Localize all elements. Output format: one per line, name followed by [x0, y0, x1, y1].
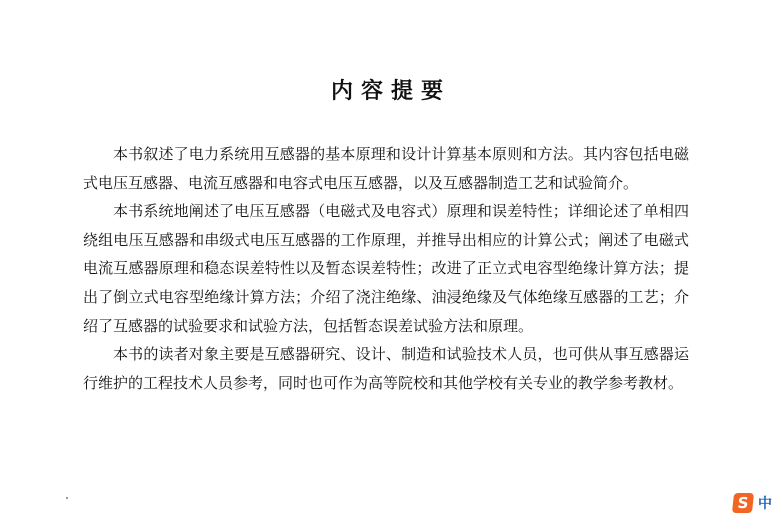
paragraph-overview: 本书叙述了电力系统用互感器的基本原理和设计计算基本原则和方法。其内容包括电磁式电压互感器、电流互感器和电容式电压互感器，以及互感器制造工艺和试验简介。: [83, 145, 689, 192]
page-title: 内容提要: [330, 79, 451, 104]
sogou-logo-icon[interactable]: S: [732, 493, 754, 513]
ime-indicator[interactable]: [733, 492, 782, 514]
paragraph-audience: 本书的读者对象主要是互感器研究、设计、制造和试验技术人员，也可供从事互感器运行维护的工程技术人员参考，同时也可作为高等院校和其他学校有关专业的教学参考教材。: [83, 345, 689, 392]
ime-language-toggle[interactable]: 中: [758, 496, 772, 512]
paragraph-contents: 本书系统地阐述了电压互感器（电磁式及电容式）原理和误差特性；详细论述了单相四绕组电压互感器和串级式电压互感器的工作原理，并推导出相应的计算公式；阐述了电磁式电流互感器原理和稳态误差特性以及暂态误差特性；改进了正立式电容型绝缘计算方法；提出了倒立式电容型绝缘计算方法；介绍了浇注绝缘、油浸绝缘及气体绝缘互感器的工艺；介绍了互感器的试验要求和试验方法，包括暂态误差试验方法和原理。: [83, 202, 689, 335]
scan-speck: [66, 497, 68, 499]
document-body: [83, 140, 689, 397]
